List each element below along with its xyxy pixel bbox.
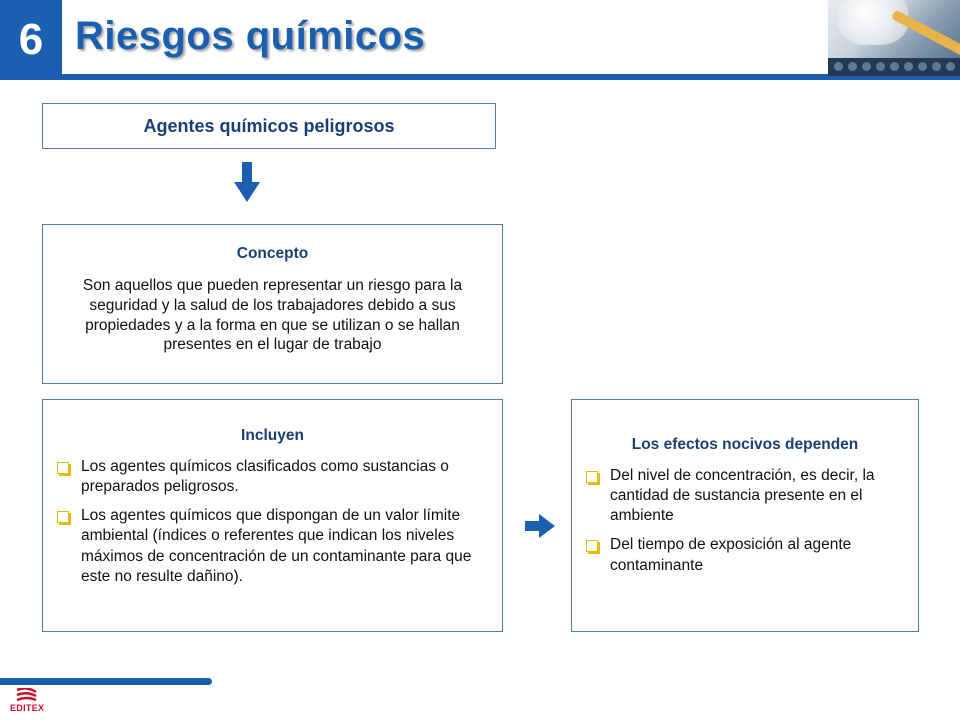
checkbox-bullet-icon [57,511,69,523]
list-item [586,466,904,526]
header-band [62,74,960,80]
agentes-box [42,103,496,149]
list-item-text: Los agentes químicos que dispongan de un valor límite ambiental (índices o referentes que indican los niveles máximos de concentración de un contaminante para que este no resulte dañino). [81,507,472,585]
chapter-number: 6 [0,0,62,80]
footer-bar [0,678,212,685]
concepto-text: Son aquellos que pueden representar un riesgo para la seguridad y la salud de los trabajadores debido a sus propiedades y a la forma en que se utilizan o se hallan presentes en el lugar de trabajo [82,277,463,354]
concepto-box [42,224,503,384]
list-item [57,457,488,497]
agentes-title: Agentes químicos peligrosos [143,115,395,136]
list-item [586,535,904,575]
editex-logo-text: EDITEX [10,703,45,713]
slide-header [0,0,960,80]
list-item-text: Los agentes químicos clasificados como sustancias o preparados peligrosos. [81,458,449,496]
efectos-heading: Los efectos nocivos dependen [631,436,859,453]
efectos-box [571,399,919,632]
checkbox-bullet-icon [57,462,69,474]
incluyen-heading: Incluyen [241,427,304,444]
incluyen-box [42,399,503,632]
list-item-text: Del tiempo de exposición al agente contaminante [610,536,852,574]
editex-logo-icon [14,688,40,702]
laboratory-photo [828,0,960,76]
editex-logo [10,688,50,716]
checkbox-bullet-icon [586,471,598,483]
concepto-heading: Concepto [236,245,309,262]
checkbox-bullet-icon [586,540,598,552]
list-item [57,506,488,587]
list-item-text: Del nivel de concentración, es decir, la cantidad de sustancia presente en el ambiente [610,467,875,525]
arrow-right-icon [525,514,555,538]
slide-title: Riesgos químicos [75,14,426,58]
arrow-down-icon [234,162,260,202]
